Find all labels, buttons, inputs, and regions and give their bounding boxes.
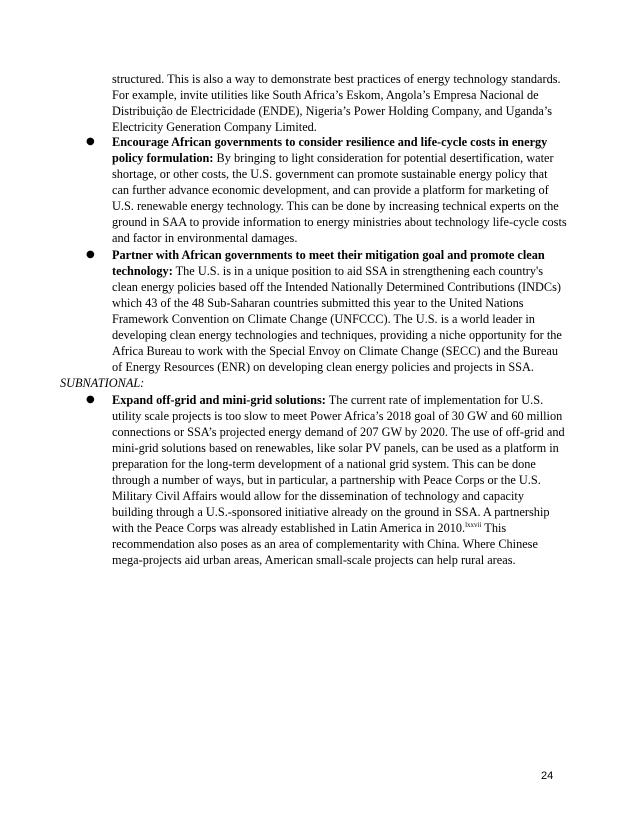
bullet-item-mitigation [86, 247, 567, 375]
bullet-dot-icon: ● [86, 394, 95, 405]
bullet-body-continued: This recommendation also poses as an area of complementarity with China. Where Chinese mega-projects aid urban areas, American small-scale projects can help rural areas. [112, 521, 538, 567]
bullet-paragraph [112, 392, 567, 568]
bullet-paragraph [112, 247, 567, 375]
bullet-heading: Expand off-grid and mini-grid solutions: [112, 393, 326, 407]
bullet-heading: Partner with African governments to meet their mitigation goal and promote clean technology: [112, 248, 545, 278]
bullet-item-resilience [86, 134, 567, 246]
page-number: 24 [541, 770, 554, 782]
bullet-dot-icon: ● [86, 136, 95, 147]
bullet-dot-icon: ● [86, 249, 95, 260]
bullet-body: The current rate of implementation for U.S. utility scale projects is too slow to meet Power Africa’s 2018 goal of 30 GW and 60 million connections or SSA’s projected energy demand of 207 GW by 2020. The use of off-grid and mini-grid solutions based on renewables, like solar PV panels, can be used as a platform in preparation for the long-term development of a national grid system. This can be done through a number of ways, but in particular, a partnership with Peace Corps or the U.S. Military Civil Affairs would allow for the dissemination of technology and capacity building through a U.S.-sponsored initiative already on the ground in SSA. A partnership with the Peace Corps was already established in Latin America in 2010. [112, 393, 565, 535]
bullet-heading: Encourage African governments to consider resilience and life-cycle costs in energy policy formulation: [112, 135, 548, 165]
bullet-body: The U.S. is in a unique position to aid SSA in strengthening each country's clean energy policies based off the Intended Nationally Determined Contributions (INDCs) which 43 of the 48 Sub-Saharan countries submitted this year to the United Nations Framework Convention on Climate Change (UNFCCC). The U.S. is a world leader in developing clean energy technologies and techniques, providing a niche opportunity for the Africa Bureau to work with the Special Envoy on Climate Change (SECC) and the Bureau of Energy Resources (ENR) on developing clean energy policies and projects in SSA. [112, 264, 562, 374]
continuation-paragraph: structured. This is also a way to demonstrate best practices of energy technology standards. For example, invite utilities like South Africa’s Eskom, Angola’s Empresa Nacional de Distribuição de Electricidade (ENDE), Nigeria’s Power Holding Company, and Uganda’s Electricity Generation Company Limited. [112, 72, 561, 134]
footnote-marker: lxxvii [465, 520, 482, 529]
section-heading-subnational: SUBNATIONAL: [60, 376, 145, 390]
bullet-body: By bringing to light consideration for potential desertification, water shortage, or other costs, the U.S. government can promote sustainable energy policy that can further advance economic development, and can provide a platform for marketing of U.S. renewable energy technology. This can be done by increasing technical experts on the ground in SAA to provide information to energy ministries about technology life-cycle costs and factor in environmental damages. [112, 151, 567, 245]
bullet-item-off-grid [86, 392, 567, 568]
bullet-paragraph [112, 134, 567, 246]
